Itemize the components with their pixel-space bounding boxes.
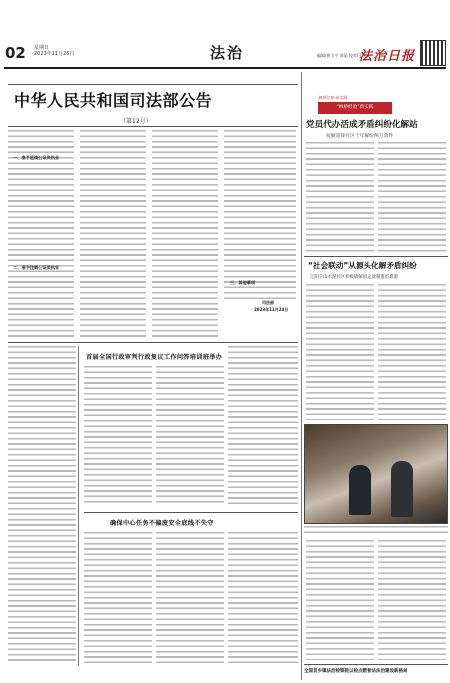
mid-article-col-2 xyxy=(156,366,224,506)
mid-article-col-1 xyxy=(84,366,152,506)
person-figure-icon xyxy=(349,465,371,515)
notice-subhead-2: 二、准予注销公证员执业 xyxy=(13,265,60,270)
notice-date: 2023年11月24日 xyxy=(254,307,289,312)
notice-headline: 中华人民共和国司法部公告 xyxy=(14,91,213,110)
right-mid-title: “社会联动”从源头化解矛盾纠纷 xyxy=(308,261,417,270)
rule xyxy=(8,342,298,343)
column-divider xyxy=(78,346,79,666)
right-top-col-2 xyxy=(378,142,446,252)
notice-column-1 xyxy=(8,130,74,340)
mid-article-col-3 xyxy=(228,346,298,506)
footer-headline: 全国首乡镇法治检察院以检点燃普法法治建设新格局 xyxy=(304,669,408,674)
right-bottom-col-2 xyxy=(378,540,446,660)
photo-caption xyxy=(304,526,448,536)
notice-column-3 xyxy=(152,130,218,340)
right-top-subtitle: 抚顺雷锋社区十年解纷两万余件 xyxy=(326,134,394,139)
right-mid-subtitle: 辽阳千山水泥社区积极破解固企效制遗留难题 xyxy=(310,275,398,280)
rule xyxy=(304,664,448,665)
left-column-lower xyxy=(8,346,76,664)
notice-number: （第12号） xyxy=(120,118,152,125)
notice-subhead-1: 一、准予延续公证员执业 xyxy=(13,155,60,160)
right-mid-col-1 xyxy=(306,284,374,420)
column-divider xyxy=(301,72,302,680)
right-top-col-1 xyxy=(306,142,374,252)
right-mid-col-2 xyxy=(378,284,446,420)
right-bottom-col-1 xyxy=(306,540,374,660)
right-top-title: 党员代办活成矛盾纠纷化解站 xyxy=(306,120,418,130)
person-figure-icon xyxy=(391,461,413,517)
issue-meta xyxy=(34,45,74,57)
issue-date: 2023年11月26日 xyxy=(34,51,75,57)
right-top-pretitle: 枫桥经验·新实践 xyxy=(318,95,348,100)
notice-subhead-3: 三、其他事项 xyxy=(230,280,256,285)
header-rule xyxy=(4,67,446,69)
bottom-article-col-1 xyxy=(84,532,152,666)
editors-line: 编辑/黄卫平 周晶 校对/王雪 xyxy=(317,53,367,58)
rule xyxy=(8,126,298,127)
bottom-article-col-3 xyxy=(228,532,298,666)
notice-sign: 司法部 xyxy=(262,300,274,305)
qr-code-icon xyxy=(420,40,446,66)
issue-weekday: 星期日 xyxy=(34,45,50,51)
rule xyxy=(84,512,298,513)
bottom-article-title: 确保中心任务不偏废安全底线不失守 xyxy=(110,520,214,527)
section-title: 法治 xyxy=(210,44,245,62)
right-top-tag: “枫桥经验”新实践 xyxy=(318,102,392,114)
newspaper-masthead: 法治日报 xyxy=(359,49,416,64)
rule xyxy=(304,256,448,257)
page-header xyxy=(0,0,450,72)
news-photo xyxy=(304,424,448,524)
notice-column-4 xyxy=(224,130,296,300)
mid-article-title: 首届全国行政审判行政复议工作问答培训班举办 xyxy=(86,354,223,361)
bottom-article-col-2 xyxy=(156,532,224,666)
notice-column-2 xyxy=(80,130,146,340)
rule xyxy=(8,84,298,85)
page-number: 02 xyxy=(5,44,26,62)
